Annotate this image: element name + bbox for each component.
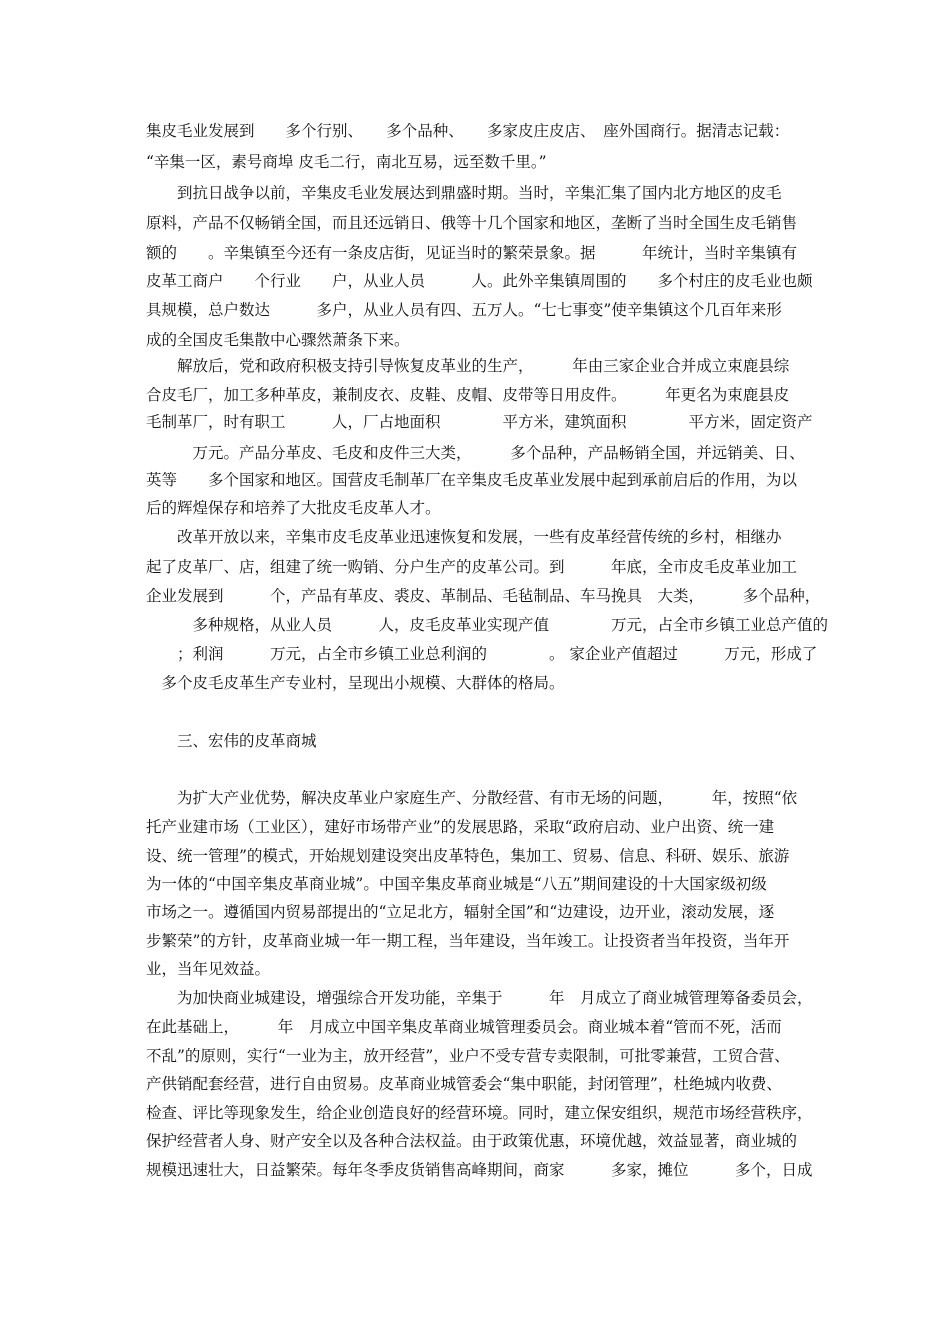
text-line: 规模迅速壮大，日益繁荣。每年冬季皮货销售高峰期间，商家 多家，摊位 多个，日成	[146, 1161, 813, 1179]
text-line: 成的全国皮毛集散中心骤然萧条下来。	[146, 331, 410, 349]
text-line: 改革开放以来，辛集市皮毛皮革业迅速恢复和发展，一些有皮革经营传统的乡村，相继办	[146, 528, 782, 546]
text-line: 为加快商业城建设，增强综合开发功能，辛集于 年 月成立了商业城管理筹备委员会，	[146, 989, 813, 1007]
text-line: 原料，产品不仅畅销全国，而且还远销日、俄等十几个国家和地区，垄断了当时全国生皮毛销售	[146, 214, 798, 232]
text-line: 皮革工商户 个行业 户，从业人员 人。此外辛集镇周围的 多个村庄的皮毛业也颇	[146, 272, 813, 290]
text-line: 企业发展到 个，产品有革皮、裘皮、革制品、毛毡制品、车马挽具 大类， 多个品种，	[146, 587, 821, 605]
text-line: ；利润 万元，占全市乡镇工业总利润的 。 家企业产值超过 万元，形成了	[146, 645, 818, 663]
text-line: 额的 。辛集镇至今还有一条皮店街，见证当时的繁荣景象。据 年统计，当时辛集镇有	[146, 244, 798, 262]
text-line: 设、统一管理”的模式，开始规划建设突出皮革特色，集加工、贸易、信息、科研、娱乐、旅游	[146, 847, 790, 865]
text-line: 多种规格，从业人员 人，皮毛皮革业实现产值 万元，占全市乡镇工业总产值的	[146, 616, 829, 634]
text-line: 毛制革厂，时有职工 人，厂占地面积 平方米，建筑面积 平方米，固定资产	[146, 413, 813, 431]
text-line: 产供销配套经营，进行自由贸易。皮革商业城管委会“集中职能，封闭管理”，杜绝城内收费、	[146, 1075, 782, 1093]
section-heading: 三、宏伟的皮革商城	[146, 732, 317, 750]
text-line: 保护经营者人身、财产安全以及各种合法权益。由于政策优惠，环境优越，效益显著，商业城的	[146, 1132, 798, 1150]
text-line: 后的辉煌保存和培养了大批皮毛皮革人才。	[146, 499, 441, 517]
text-line: 业，当年见效益。	[146, 960, 271, 978]
text-line: “辛集一区，素号商埠 皮毛二行，南北互易，远至数千里。”	[146, 153, 547, 171]
text-line: 到抗日战争以前，辛集皮毛业发展达到鼎盛时期。当时，辛集汇集了国内北方地区的皮毛	[146, 184, 782, 202]
text-line: 检查、评比等现象发生，给企业创造良好的经营环境。同时，建立保安组织，规范市场经营秩序，	[146, 1104, 813, 1122]
text-line: 市场之一。遵循国内贸易部提出的“立足北方，辐射全国”和“边建设，边开业，滚动发展，逐	[146, 903, 775, 921]
text-line: 合皮毛厂，加工多种革皮，兼制皮衣、皮鞋、皮帽、皮带等日用皮件。 年更名为束鹿县皮	[146, 386, 790, 404]
text-line: 多个皮毛皮革生产专业村，呈现出小规模、大群体的格局。	[146, 674, 565, 692]
text-line: 起了皮革厂、店，组建了统一购销、分户生产的皮革公司。到 年底，全市皮毛皮革业加工	[146, 558, 798, 576]
text-line: 具规模，总户数达 多户，从业人员有四、五万人。“七七事变”使辛集镇这个几百年来形	[146, 301, 782, 319]
text-line: 解放后，党和政府积极支持引导恢复皮革业的生产， 年由三家企业合并成立束鹿县综	[146, 357, 790, 375]
text-line: 英等 多个国家和地区。国营皮毛制革厂在辛集皮毛皮革业发展中起到承前启后的作用，为以	[146, 471, 798, 489]
text-line: 托产业建市场（工业区），建好市场带产业”的发展思路，采取“政府启动、业户出资、统一建	[146, 818, 775, 836]
text-line: 为扩大产业优势，解决皮革业户家庭生产、分散经营、有市无场的问题， 年，按照“依	[146, 789, 798, 807]
text-line: 万元。产品分革皮、毛皮和皮件三大类， 多个品种，产品畅销全国，并远销美、日、	[146, 444, 805, 462]
text-line: 为一体的“中国辛集皮革商业城”。中国辛集皮革商业城是“八五”期间建设的十大国家级初级	[146, 875, 767, 893]
text-line: 步繁荣”的方针，皮革商业城一年一期工程，当年建设，当年竣工。让投资者当年投资，当年开	[146, 932, 790, 950]
text-line: 集皮毛业发展到 多个行别、 多个品种、 多家皮庄皮店、 座外国商行。据清志记载：	[146, 122, 790, 140]
text-line: 不乱”的原则，实行“一业为主，放开经营”，业户不受专营专卖限制，可批零兼营，工贸合营、	[146, 1047, 790, 1065]
text-line: 在此基础上， 年 月成立中国辛集皮革商业城管理委员会。商业城本着“管而不死，活而	[146, 1018, 782, 1036]
